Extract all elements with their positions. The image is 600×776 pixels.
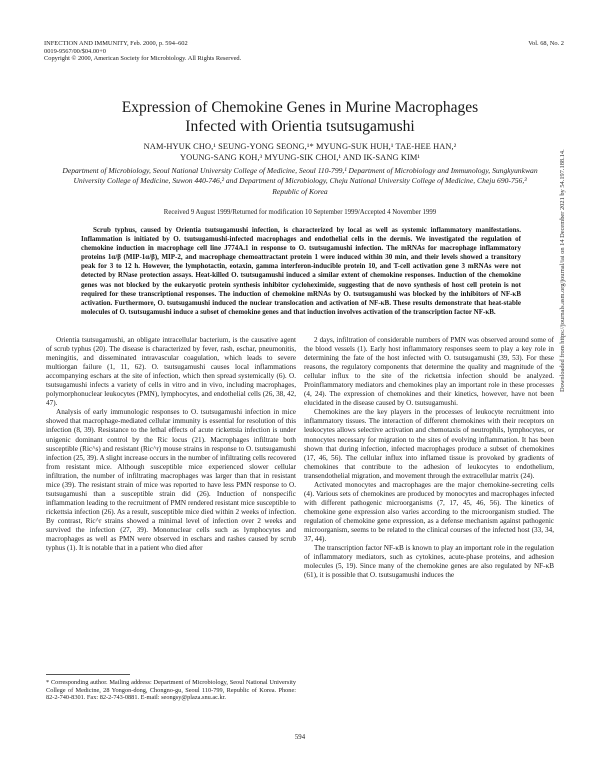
body-paragraph: The transcription factor NF-κB is known to play an important role in the regulation of inflammatory mediators, such as cytokines, acute-phase proteins, and adhesion molecules (5, 19). Since many of the chemokine genes are also regulated by NF-κB (61), it is possible that O. tsutsugamushi induces the: [304, 544, 554, 580]
abstract-text: Scrub typhus, caused by Orientia tsutsugamushi infection, is characterized by local as well as systemic inflammatory manifestations. Inflammation is initiated by O. tsutsugamushi-infected macrophages and endothelial cells in the dermis. We investigated the regulation of chemokine induction in macrophage cell line J774A.1 in response to O. tsutsugamushi infection. The mRNAs for macrophage inflammatory proteins 1α/β (MIP-1α/β), MIP-2, and macrophage chemoattractant protein 1 were induced within 30 min, and their levels showed a transitory peak for 3 to 12 h. However, the lymphotactin, eotaxin, gamma interferon-inducible protein 10, and T-cell activation gene 3 mRNAs were not detected by RNase protection assays. Heat-killed O. tsutsugamushi induced a similar extent of chemokine responses. Induction of the chemokine genes was not blocked by the eukaryotic protein synthesis inhibitor cycloheximide, suggesting that de novo synthesis of host cell protein is not required for these transcriptional responses. The induction of chemokine mRNAs by O. tsutsugamushi was blocked by the inhibitors of NF-κB activation. Furthermore, O. tsutsugamushi induced the nuclear translocation and activation of NF-κB. These results demonstrate that heat-stable molecules of O. tsutsugamushi induce a subset of chemokine genes and that induction involves activation of the transcription factor NF-κB.: [81, 226, 521, 316]
journal-volume: Vol. 68, No. 2: [528, 40, 564, 47]
journal-copyright: Copyright © 2000, American Society for Microbiology. All Rights Reserved.: [44, 55, 242, 63]
author-list: [40, 141, 560, 163]
body-column-left: [46, 336, 296, 553]
page-number: 594: [294, 734, 306, 741]
corresponding-author-footnote: * Corresponding author. Mailing address: Department of Microbiology, Seoul National University College of Medicine, 28 Yongon-dong, Chongno-gu, Seoul 110-799, Republic of Korea. Phone: 82-2-740-8301. Fax: 82-2-743-0881. E-mail: seongsy@plaza.snu.ac.kr.: [46, 679, 296, 702]
affiliations: Department of Microbiology, Seoul National University College of Medicine, Seoul 110-799,¹ Department of Microbiology and Immunology, Sungkyunkwan University College of Medicine, Suwon 440-746,² and Department of Microbiology, Cheju National University College of Medicine, Cheju 690-756,³ Republic of Korea: [62, 166, 538, 196]
body-column-right: [304, 336, 554, 580]
article-title: [40, 98, 560, 136]
title-line-1: Expression of Chemokine Genes in Murine Macrophages: [121, 99, 479, 116]
title-line-2: Infected with Orientia tsutsugamushi: [185, 118, 415, 135]
received-dates: Received 9 August 1999/Returned for modification 10 September 1999/Accepted 4 November 1999: [163, 209, 437, 216]
authors-line-1: NAM-HYUK CHO,¹ SEUNG-YONG SEONG,¹* MYUNG-SUK HUH,¹ TAE-HEE HAN,²: [143, 142, 457, 151]
body-paragraph: Chemokines are the key players in the processes of leukocyte recruitment into inflammatory tissues. The interaction of different chemokines with their receptors on leukocytes allows selective activation and chemotaxis of neutrophils, lymphocytes, or monocytes necessary for migration to the sites of evolving inflammation. It has been shown that during infection, infected macrophages produce a subset of chemokines (17, 46, 56). The cellular influx into inflamed tissue is provoked by gradients of chemokines that contribute to the adhesion of leukocytes to endothelium, transendothelial migration, and movement through the extracellular matrix (24).: [304, 408, 554, 480]
journal-header: [44, 40, 404, 63]
abstract: [81, 226, 521, 317]
body-paragraph: Orientia tsutsugamushi, an obligate intracellular bacterium, is the causative agent of scrub typhus (20). The disease is characterized by fever, rash, eschar, pneumonitis, meningitis, and disseminated intravascular coagulation, which leads to severe multiorgan failure (1, 11, 62). O. tsutsugamushi causes local inflammations accompanying eschars at the site of infection, which then spread systemically (6). O. tsutsugamushi infects a variety of cells in vitro and in vivo, including macrophages, polymorphonuclear leukocytes (PMN), lymphocytes, and endothelial cells (26, 38, 42, 47).: [46, 336, 296, 408]
download-watermark: Downloaded from https://journals.asm.org/journal/iai on 14 December 2021 by 54.197.188.14.: [559, 149, 566, 392]
journal-issn: 0019-9567/00/$04.00+0: [44, 47, 107, 55]
journal-citation: INFECTION AND IMMUNITY, Feb. 2000, p. 594–602: [44, 40, 188, 47]
body-paragraph: Analysis of early immunologic responses to O. tsutsugamushi infection in mice showed that macrophage-mediated cellular immunity is essential for resolution of this infection (8, 39). Resistance to the lethal effects of acute rickettsia infection is under unigenic dominant control by the Ric locus (21). Macrophages infiltrate both susceptible (Ric^s) and resistant (Ric^r) mouse strains in response to O. tsutsugamushi infection (25, 39). A slight increase occurs in the number of infiltrating cells recovered from resistant mice. Although susceptible mice experienced slower cellular infiltration, the number of infiltrating macrophages was larger than that in resistant mice (39). The resistant strain of mice was reported to have less PMN response to O. tsutsugamushi than a susceptible strain did (26). Induction of nonspecific inflammation leading to the recruitment of PMN rendered resistant mice susceptible to rickettsia infection (26). As a result, susceptible mice died within 2 weeks of infection. By contrast, Ric^r strains showed a minimal level of infection over 2 weeks and survived the infection (27, 39). Mononuclear cells such as lymphocytes and macrophages as well as PMN were observed in eschars and rashes caused by scrub typhus (1). It is notable that in a patient who died after: [46, 408, 296, 553]
body-paragraph: Activated monocytes and macrophages are the major chemokine-secreting cells (4). Various sets of chemokines are produced by monocytes and macrophages infected with different pathogenic microorganisms (7, 17, 45, 46, 56). The kinetics of chemokine gene expression also varies according to the microorganism studied. The regulation of chemokine gene expression, as a defense mechanism against pathogenic microorganism, seems to be related to the clinical courses of the infected host (33, 34, 37, 44).: [304, 480, 554, 544]
body-paragraph: 2 days, infiltration of considerable numbers of PMN was observed around some of the blood vessels (1). Early host inflammatory responses seem to play a key role in determining the fate of the host infected with O. tsutsugamushi (39, 53). For these reasons, the regulatory components that determine the quality and magnitude of the cellular influx to the site of the rickettsia infection should be analyzed. Proinflammatory mediators and chemokines play an important role in these processes (4, 24). The expression of chemokines and their kinetics, however, have not been elucidated in the disease caused by O. tsutsugamushi.: [304, 336, 554, 408]
authors-line-2: YOUNG-SANG KOH,³ MYUNG-SIK CHOI,¹ AND IK-SANG KIM¹: [179, 153, 421, 162]
footnote-divider: [46, 674, 130, 675]
